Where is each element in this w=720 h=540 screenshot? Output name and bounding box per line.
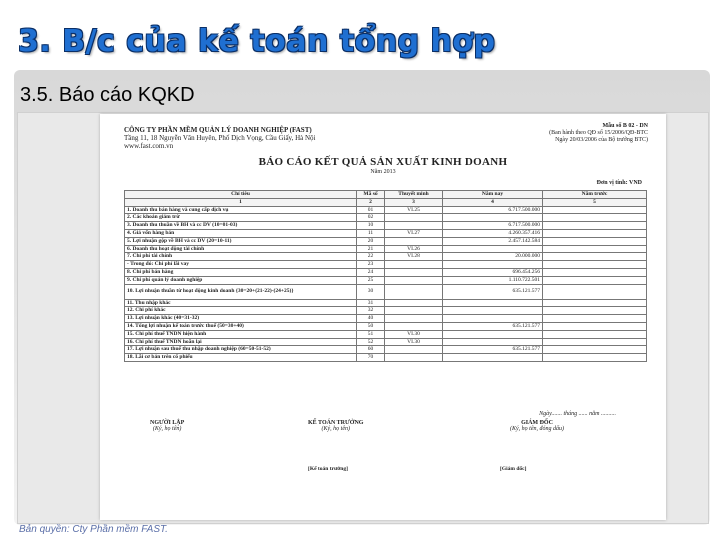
table-row — [125, 322, 647, 330]
current-year-value: 6.717.500.000 — [443, 222, 543, 230]
line-item-name: 5. Lợi nhuận gộp về BH và cc DV (20=10-11) — [125, 237, 357, 245]
table-row — [125, 214, 647, 222]
report-document — [100, 114, 666, 520]
current-year-value — [443, 315, 543, 323]
table-row — [125, 284, 647, 299]
line-item-name: 1. Doanh thu bán hàng và cung cấp dịch vụ — [125, 206, 357, 214]
signer-title: KẾ TOÁN TRƯỞNG — [308, 420, 364, 426]
current-year-value — [443, 214, 543, 222]
signer-note: (Ký, họ tên) — [321, 426, 350, 432]
line-item-name: 7. Chi phí tài chính — [125, 253, 357, 261]
line-item-name: 13. Lợi nhuận khác (40=31-32) — [125, 315, 357, 323]
column-number: 2 — [357, 198, 385, 206]
line-item-name: 3. Doanh thu thuần về BH và cc DV (10=01-03) — [125, 222, 357, 230]
current-year-value: 635.121.577 — [443, 346, 543, 354]
line-item-note — [385, 261, 443, 269]
prior-year-value — [543, 229, 647, 237]
table-row — [125, 237, 647, 245]
current-year-value: 635.121.577 — [443, 284, 543, 299]
table-row — [125, 346, 647, 354]
company-name: CÔNG TY PHẦN MỀM QUẢN LÝ DOANH NGHIỆP (FAST) — [124, 126, 312, 134]
line-item-note — [385, 222, 443, 230]
prior-year-value — [543, 346, 647, 354]
table-row — [125, 315, 647, 323]
line-item-name: 8. Chi phí bán hàng — [125, 268, 357, 276]
line-item-name: 16. Chi phí thuế TNDN hoãn lại — [125, 338, 357, 346]
table-row — [125, 245, 647, 253]
line-item-code: 60 — [357, 346, 385, 354]
line-item-note: VI.30 — [385, 330, 443, 338]
prior-year-value — [543, 222, 647, 230]
line-item-name: - Trong đó: Chi phí lãi vay — [125, 261, 357, 269]
line-item-note: VI.28 — [385, 253, 443, 261]
report-title: BÁO CÁO KẾT QUẢ SẢN XUẤT KINH DOANH — [258, 156, 508, 168]
column-number: 5 — [543, 198, 647, 206]
line-item-note — [385, 307, 443, 315]
company-address: Tầng 11, 18 Nguyễn Văn Huyên, Phố Dịch Vọng, Cầu Giấy, Hà Nội — [124, 134, 316, 142]
prior-year-value — [543, 322, 647, 330]
line-item-code: 21 — [357, 245, 385, 253]
prior-year-value — [543, 253, 647, 261]
current-year-value — [443, 299, 543, 307]
table-row — [125, 253, 647, 261]
line-item-note: VI.30 — [385, 338, 443, 346]
director-placeholder: [Giám đốc] — [500, 466, 527, 472]
form-note-2: Ngày 20/03/2006 của Bộ trưởng BTC) — [555, 137, 648, 143]
prior-year-value — [543, 206, 647, 214]
company-web: www.fast.com.vn — [124, 142, 174, 150]
prior-year-value — [543, 237, 647, 245]
line-item-code: 11 — [357, 229, 385, 237]
line-item-name: 17. Lợi nhuận sau thuế thu nhập doanh nghiệp (60=50-51-52) — [125, 346, 357, 354]
line-item-code: 32 — [357, 307, 385, 315]
line-item-note: VI.25 — [385, 206, 443, 214]
line-item-note — [385, 354, 443, 362]
prior-year-value — [543, 284, 647, 299]
line-item-code: 50 — [357, 322, 385, 330]
line-item-code: 02 — [357, 214, 385, 222]
prior-year-value — [543, 315, 647, 323]
currency-unit: Đơn vị tính: VND — [596, 180, 642, 186]
current-year-value: 1.110.722.501 — [443, 276, 543, 284]
company-header — [124, 126, 316, 150]
column-header: Năm nay — [443, 191, 543, 199]
line-item-note — [385, 315, 443, 323]
line-item-name: 9. Chi phí quản lý doanh nghiệp — [125, 276, 357, 284]
line-item-code: 20 — [357, 237, 385, 245]
section-heading: 3.5. Báo cáo KQKD — [20, 84, 195, 106]
table-row — [125, 229, 647, 237]
signer-note: (Ký, họ tên) — [152, 426, 182, 432]
signer-title: GIÁM ĐỐC — [521, 420, 553, 426]
current-year-value — [443, 245, 543, 253]
prior-year-value — [543, 330, 647, 338]
table-row — [125, 330, 647, 338]
line-item-name: 15. Chi phí thuế TNDN hiện hành — [125, 330, 357, 338]
line-item-note — [385, 284, 443, 299]
prior-year-value — [543, 261, 647, 269]
prior-year-value — [543, 354, 647, 362]
line-item-note — [385, 276, 443, 284]
prior-year-value — [543, 214, 647, 222]
prior-year-value — [543, 338, 647, 346]
column-header: Thuyết minh — [385, 191, 443, 199]
signer-title: NGƯỜI LẬP — [150, 420, 185, 426]
current-year-value: 6.717.500.000 — [443, 206, 543, 214]
column-header: Mã số — [357, 191, 385, 199]
current-year-value: 4.260.357.416 — [443, 229, 543, 237]
form-number: Mẫu số B 02 - DN — [602, 123, 648, 129]
prior-year-value — [543, 268, 647, 276]
line-item-note: VI.27 — [385, 229, 443, 237]
line-item-code: 23 — [357, 261, 385, 269]
line-item-code: 10 — [357, 222, 385, 230]
line-item-note: VI.26 — [385, 245, 443, 253]
table-body — [125, 206, 647, 361]
line-item-code: 25 — [357, 276, 385, 284]
line-item-name: 4. Giá vốn hàng bán — [125, 229, 357, 237]
line-item-code: 24 — [357, 268, 385, 276]
income-statement-table — [124, 190, 647, 362]
table-row — [125, 261, 647, 269]
current-year-value — [443, 307, 543, 315]
column-header: Chỉ tiêu — [125, 191, 357, 199]
line-item-code: 40 — [357, 315, 385, 323]
form-info — [549, 123, 648, 144]
line-item-code: 22 — [357, 253, 385, 261]
table-row — [125, 276, 647, 284]
current-year-value: 635.121.577 — [443, 322, 543, 330]
current-year-value — [443, 354, 543, 362]
line-item-name: 12. Chi phí khác — [125, 307, 357, 315]
column-number: 4 — [443, 198, 543, 206]
table-row — [125, 299, 647, 307]
line-item-name: 18. Lãi cơ bản trên cổ phiếu — [125, 354, 357, 362]
signer-preparer — [150, 420, 184, 432]
report-year: Năm 2013 — [370, 169, 396, 175]
prior-year-value — [543, 276, 647, 284]
slide-title: 3. B/c của kế toán tổng hợp — [18, 24, 496, 59]
table-header-row — [125, 191, 647, 199]
signer-note: (Ký, họ tên, đóng dấu) — [510, 426, 564, 432]
line-item-note — [385, 237, 443, 245]
current-year-value: 2.457.142.584 — [443, 237, 543, 245]
line-item-name: 6. Doanh thu hoạt động tài chính — [125, 245, 357, 253]
line-item-code: 01 — [357, 206, 385, 214]
line-item-note — [385, 299, 443, 307]
current-year-value — [443, 330, 543, 338]
line-item-name: 14. Tổng lợi nhuận kế toán trước thuế (50=30+40) — [125, 322, 357, 330]
line-item-note — [385, 268, 443, 276]
table-row — [125, 338, 647, 346]
table-row — [125, 268, 647, 276]
prior-year-value — [543, 245, 647, 253]
column-header: Năm trước — [543, 191, 647, 199]
prior-year-value — [543, 299, 647, 307]
table-row — [125, 354, 647, 362]
prior-year-value — [543, 307, 647, 315]
column-number: 3 — [385, 198, 443, 206]
table-row — [125, 222, 647, 230]
signer-director — [510, 420, 564, 432]
form-note-1: (Ban hành theo QĐ số 15/2006/QĐ-BTC — [549, 130, 648, 136]
line-item-note — [385, 346, 443, 354]
column-number-row — [125, 198, 647, 206]
current-year-value — [443, 338, 543, 346]
line-item-code: 30 — [357, 284, 385, 299]
column-number: 1 — [125, 198, 357, 206]
line-item-code: 70 — [357, 354, 385, 362]
table-row — [125, 206, 647, 214]
line-item-name: 11. Thu nhập khác — [125, 299, 357, 307]
line-item-name: 10. Lợi nhuận thuần từ hoạt động kinh doanh {30=20+(21-22)-(24+25)} — [125, 284, 357, 299]
signer-chief-accountant — [308, 420, 363, 432]
copyright-footer: Bản quyền: Cty Phần mềm FAST. — [19, 524, 168, 535]
table-row — [125, 307, 647, 315]
line-item-code: 31 — [357, 299, 385, 307]
line-item-note — [385, 322, 443, 330]
line-item-code: 51 — [357, 330, 385, 338]
current-year-value: 20.000.000 — [443, 253, 543, 261]
line-item-code: 52 — [357, 338, 385, 346]
sign-date: Ngày....... tháng ...... năm .......... — [539, 411, 616, 417]
current-year-value — [443, 261, 543, 269]
line-item-name: 2. Các khoản giảm trừ — [125, 214, 357, 222]
line-item-note — [385, 214, 443, 222]
chief-accountant-placeholder: [Kế toán trưởng] — [308, 466, 348, 472]
current-year-value: 696.454.256 — [443, 268, 543, 276]
